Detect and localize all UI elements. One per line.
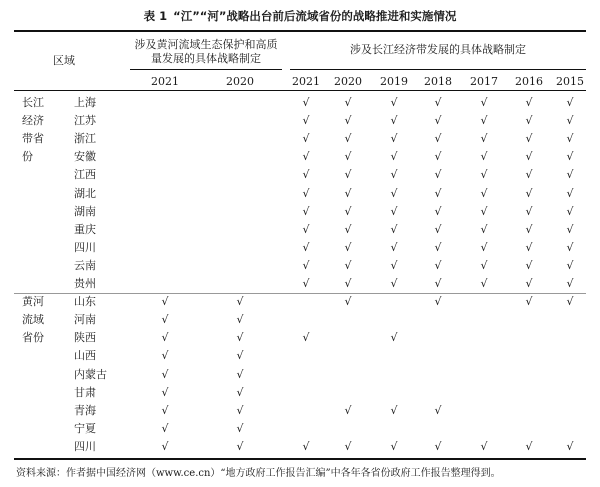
check-mark: √ — [302, 439, 310, 453]
group-separator — [14, 293, 586, 294]
check-mark: √ — [236, 295, 244, 309]
check-mark: √ — [566, 277, 574, 290]
check-mark: √ — [390, 277, 398, 290]
check-mark: √ — [302, 331, 310, 345]
check-mark: √ — [525, 240, 533, 254]
province-name: 甘肃 — [74, 385, 96, 399]
province-name: 浙江 — [74, 132, 96, 146]
check-mark: √ — [161, 403, 169, 417]
check-mark: √ — [302, 150, 310, 164]
check-mark: √ — [480, 439, 488, 453]
check-mark: √ — [480, 240, 488, 254]
province-name: 宁夏 — [74, 421, 96, 435]
check-mark: √ — [302, 277, 310, 290]
check-mark: √ — [302, 240, 310, 254]
group-label-yellow-river — [22, 293, 44, 347]
group-label-line: 长江 — [22, 96, 44, 109]
check-mark: √ — [236, 385, 244, 399]
check-mark: √ — [434, 277, 442, 290]
check-mark: √ — [434, 96, 442, 109]
check-mark: √ — [525, 150, 533, 164]
check-mark: √ — [344, 132, 352, 146]
check-mark: √ — [344, 114, 352, 128]
province-name: 安徽 — [74, 150, 96, 164]
check-mark: √ — [434, 439, 442, 453]
check-mark: √ — [302, 132, 310, 146]
check-mark: √ — [566, 295, 574, 309]
check-mark: √ — [236, 367, 244, 381]
group-label-line: 带省 — [22, 132, 44, 146]
bottom-rule — [14, 458, 586, 460]
check-mark: √ — [236, 313, 244, 327]
table-title — [0, 8, 600, 24]
check-mark: √ — [525, 114, 533, 128]
check-mark: √ — [566, 150, 574, 164]
check-mark: √ — [302, 222, 310, 236]
province-name: 山东 — [74, 295, 96, 309]
check-mark: √ — [344, 295, 352, 309]
check-mark: √ — [161, 313, 169, 327]
group-label-yangtze — [22, 94, 44, 166]
check-mark: √ — [390, 132, 398, 146]
group-label-line: 流域 — [22, 313, 44, 327]
check-mark: √ — [566, 96, 574, 109]
yellow-river-group-header: 涉及黄河流域生态保护和高质量发展的具体战略制定 — [134, 38, 278, 65]
yangtze-year-header-2015: 2015 — [556, 75, 584, 88]
check-mark: √ — [525, 295, 533, 309]
check-mark: √ — [302, 186, 310, 200]
yangtze-year-header-2019: 2019 — [380, 75, 408, 88]
check-mark: √ — [525, 439, 533, 453]
check-mark: √ — [161, 349, 169, 363]
top-rule — [14, 30, 586, 32]
check-mark: √ — [390, 439, 398, 453]
check-mark: √ — [236, 439, 244, 453]
check-mark: √ — [480, 168, 488, 182]
region-header: 区域 — [53, 54, 75, 67]
province-name: 青海 — [74, 403, 96, 417]
group-label-line: 份 — [22, 150, 33, 164]
check-mark: √ — [344, 150, 352, 164]
check-mark: √ — [302, 114, 310, 128]
table-number: 表 1 — [143, 9, 168, 23]
check-mark: √ — [480, 150, 488, 164]
check-mark: √ — [434, 295, 442, 309]
check-mark: √ — [525, 132, 533, 146]
check-mark: √ — [344, 277, 352, 290]
check-mark: √ — [390, 186, 398, 200]
check-mark: √ — [236, 421, 244, 435]
check-mark: √ — [302, 96, 310, 109]
check-mark: √ — [302, 168, 310, 182]
check-mark: √ — [566, 168, 574, 182]
province-name: 江西 — [74, 168, 96, 182]
check-mark: √ — [480, 277, 488, 290]
source-note: 资料来源：作者据中国经济网（www.ce.cn）“地方政府工作报告汇编”中各年各省份政府工作报告整理得到。 — [16, 468, 501, 479]
check-mark: √ — [566, 222, 574, 236]
check-mark: √ — [525, 277, 533, 290]
yangtze-year-header-2021: 2021 — [292, 75, 320, 88]
group-label-line: 经济 — [22, 114, 44, 128]
check-mark: √ — [525, 186, 533, 200]
check-mark: √ — [390, 150, 398, 164]
check-mark: √ — [390, 168, 398, 182]
group-label-line: 省份 — [22, 331, 44, 345]
check-mark: √ — [161, 295, 169, 309]
check-mark: √ — [434, 132, 442, 146]
check-mark: √ — [480, 258, 488, 272]
yangtze-year-header-2018: 2018 — [424, 75, 452, 88]
check-mark: √ — [344, 168, 352, 182]
check-mark: √ — [480, 186, 488, 200]
yellow-year-header-2021: 2021 — [151, 75, 179, 88]
check-mark: √ — [434, 222, 442, 236]
check-mark: √ — [344, 96, 352, 109]
check-mark: √ — [566, 132, 574, 146]
check-mark: √ — [344, 258, 352, 272]
check-mark: √ — [161, 439, 169, 453]
group-label-line: 黄河 — [22, 295, 44, 309]
province-name: 内蒙古 — [74, 367, 107, 381]
check-mark: √ — [434, 240, 442, 254]
check-mark: √ — [390, 114, 398, 128]
check-mark: √ — [566, 439, 574, 453]
province-name: 贵州 — [74, 277, 96, 290]
check-mark: √ — [480, 96, 488, 109]
province-name: 云南 — [74, 258, 96, 272]
check-mark: √ — [480, 204, 488, 218]
check-mark: √ — [434, 150, 442, 164]
province-name: 湖北 — [74, 186, 96, 200]
yellow-year-header-2020: 2020 — [226, 75, 254, 88]
province-name: 陕西 — [74, 331, 96, 345]
check-mark: √ — [566, 186, 574, 200]
check-mark: √ — [566, 240, 574, 254]
check-mark: √ — [161, 421, 169, 435]
province-name: 山西 — [74, 349, 96, 363]
check-mark: √ — [434, 186, 442, 200]
header-rule — [14, 90, 586, 91]
check-mark: √ — [434, 204, 442, 218]
yangtze-year-header-2020: 2020 — [334, 75, 362, 88]
check-mark: √ — [344, 403, 352, 417]
check-mark: √ — [434, 168, 442, 182]
check-mark: √ — [525, 258, 533, 272]
check-mark: √ — [525, 168, 533, 182]
yangtze-group-underline — [290, 69, 586, 70]
check-mark: √ — [236, 403, 244, 417]
check-mark: √ — [344, 204, 352, 218]
check-mark: √ — [525, 96, 533, 109]
province-name: 上海 — [74, 96, 96, 109]
check-mark: √ — [434, 258, 442, 272]
check-mark: √ — [566, 114, 574, 128]
yellow-group-underline — [130, 69, 282, 70]
check-mark: √ — [390, 331, 398, 345]
check-mark: √ — [434, 403, 442, 417]
check-mark: √ — [161, 331, 169, 345]
check-mark: √ — [302, 258, 310, 272]
check-mark: √ — [566, 204, 574, 218]
check-mark: √ — [390, 258, 398, 272]
check-mark: √ — [480, 132, 488, 146]
yangtze-group-header: 涉及长江经济带发展的具体战略制定 — [350, 43, 526, 56]
check-mark: √ — [480, 222, 488, 236]
province-name: 河南 — [74, 313, 96, 327]
check-mark: √ — [236, 331, 244, 345]
check-mark: √ — [390, 222, 398, 236]
check-mark: √ — [161, 385, 169, 399]
check-mark: √ — [480, 114, 488, 128]
yangtze-year-header-2017: 2017 — [470, 75, 498, 88]
check-mark: √ — [525, 204, 533, 218]
check-mark: √ — [566, 258, 574, 272]
check-mark: √ — [344, 439, 352, 453]
province-name: 重庆 — [74, 222, 96, 236]
check-mark: √ — [390, 403, 398, 417]
province-name: 江苏 — [74, 114, 96, 128]
check-mark: √ — [161, 367, 169, 381]
check-mark: √ — [344, 186, 352, 200]
check-mark: √ — [390, 96, 398, 109]
check-mark: √ — [302, 204, 310, 218]
province-name: 四川 — [74, 240, 96, 254]
check-mark: √ — [236, 349, 244, 363]
province-name: 湖南 — [74, 204, 96, 218]
check-mark: √ — [434, 114, 442, 128]
table-title-text: “江”“河”战略出台前后流域省份的战略推进和实施情况 — [173, 9, 457, 23]
check-mark: √ — [390, 240, 398, 254]
check-mark: √ — [344, 222, 352, 236]
check-mark: √ — [525, 222, 533, 236]
check-mark: √ — [390, 204, 398, 218]
check-mark: √ — [344, 240, 352, 254]
yangtze-year-header-2016: 2016 — [515, 75, 543, 88]
province-name: 四川 — [74, 439, 96, 453]
